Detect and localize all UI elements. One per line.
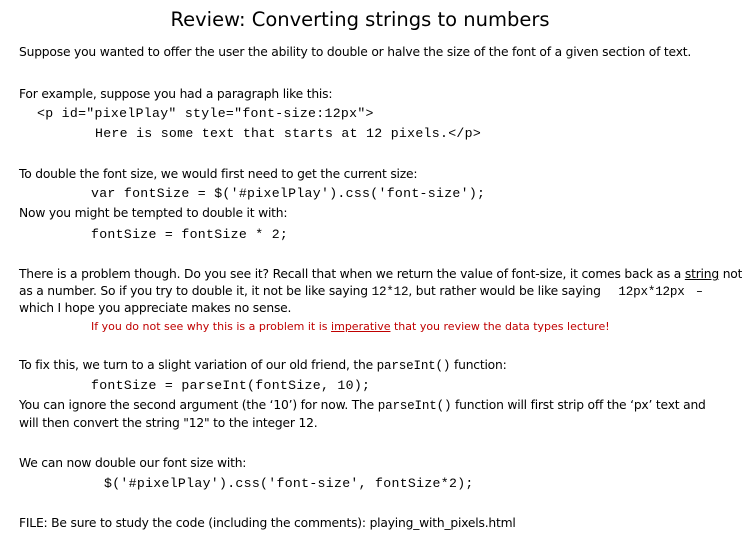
problem-line-1-text: There is a problem though. Do you see it? Recall that when we return the value of font-size, it comes back as a xyxy=(19,267,682,281)
double-code: var fontSize = $('#pixelPlay').css('font-size'); xyxy=(91,186,486,201)
fix-text xyxy=(19,358,507,373)
string-emphasis: string xyxy=(684,267,719,281)
intro-text: Suppose you wanted to offer the user the ability to double or halve the size of the font of a given section of text. xyxy=(19,45,692,59)
problem-line-2-text: as a number. So if you try to double it, it not be like saying xyxy=(19,284,368,298)
double-now-text: We can now double our font size with: xyxy=(19,456,247,470)
warning-text-b: that you review the data types lecture! xyxy=(393,320,610,333)
example-intro: For example, suppose you had a paragraph like this: xyxy=(19,87,333,101)
problem-line-2 xyxy=(19,284,702,299)
ignore-line-2: will then convert the string "12" to the integer 12. xyxy=(19,416,318,430)
problem-line-1 xyxy=(19,267,742,281)
dash: – xyxy=(696,284,703,298)
imperative-emphasis: imperative xyxy=(331,320,391,333)
warning-note xyxy=(91,320,610,333)
fix-text-a: To fix this, we turn to a slight variation of our old friend, the xyxy=(19,358,373,372)
ignore-line-1 xyxy=(19,398,706,413)
double-now-code: $('#pixelPlay').css('font-size', fontSize*2); xyxy=(104,476,474,491)
ignore-text-a: You can ignore the second argument (the ‘10’) for now. The xyxy=(19,398,375,412)
problem-line-1-end: not xyxy=(722,267,742,281)
fix-text-b: function: xyxy=(453,358,507,372)
file-note xyxy=(19,516,516,530)
problem-line-3: which I hope you appreciate makes no sense. xyxy=(19,301,292,315)
ignore-text-b: function will first strip off the ‘px’ text and xyxy=(455,398,706,412)
inline-code-12pxx12px: 12px*12px xyxy=(618,285,685,299)
double-intro: To double the font size, we would first need to get the current size: xyxy=(19,167,418,181)
example-code-line-1: <p id="pixelPlay" style="font-size:12px"> xyxy=(37,106,374,121)
inline-code-12x12: 12*12 xyxy=(371,285,409,299)
file-name: playing_with_pixels.html xyxy=(369,516,516,530)
problem-line-2-mid: , but rather would be like saying xyxy=(408,284,601,298)
file-label: FILE: Be sure to study the code (including the comments): xyxy=(19,516,366,530)
fix-code: fontSize = parseInt(fontSize, 10); xyxy=(91,378,371,393)
inline-code-parseint: parseInt() xyxy=(376,359,451,373)
inline-code-parseint-2: parseInt() xyxy=(377,399,452,413)
slide-title: Review: Converting strings to numbers xyxy=(170,8,550,31)
warning-text-a: If you do not see why this is a problem it is xyxy=(91,320,328,333)
tempted-code: fontSize = fontSize * 2; xyxy=(91,227,289,242)
tempted-text: Now you might be tempted to double it with: xyxy=(19,206,288,220)
example-code-line-2: Here is some text that starts at 12 pixels.</p> xyxy=(95,126,482,141)
